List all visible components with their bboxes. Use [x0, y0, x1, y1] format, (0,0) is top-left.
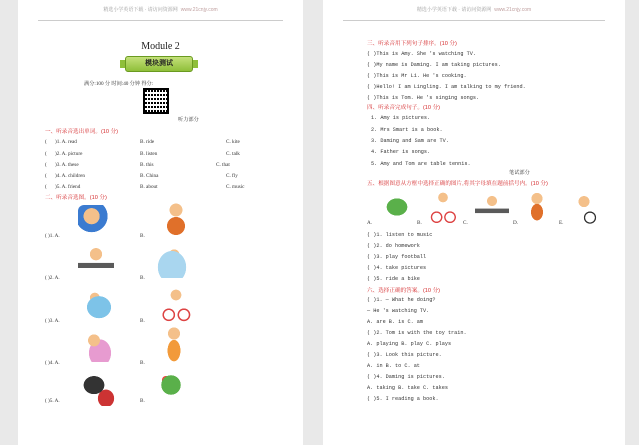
child-bike-picture: [158, 286, 194, 322]
gift-picture: [154, 368, 188, 402]
section-2-title: 二、听录音选图。(10 分): [45, 195, 107, 201]
basketball-picture: [521, 190, 553, 224]
camera-photo-picture: [78, 368, 118, 406]
children-playing-picture: [78, 326, 118, 362]
child-homework-picture: [78, 244, 114, 278]
right-page: 精选小学英语下载 · 请访问资源网 www.21cnjy.com 三、听录音用下列句子排序。(10 分) ( )This is Amy. She 's watching TV. ( )My name is Daming. I am taking pictures. ( )This is Mr Li. He 's cooking. ( )Hello! I am Lingling. I am talking to my friend. ( )This is Tom. He 's singing songs. 四、听录音完成句子。(10 分) 1. Amy is pictures. 2. Mrs Smart is a book. 3. Daming and Sam are TV. 4. Father is songs. 5. Amy and Tom are table tennis. 笔试部分 五、根据图意从方框中选择正确的图片,将其字母填在题前括号内。(10 分) A. B. C. D. E. ( )1. listen to music ( )2. do homework ( )3. play football ( )4. take pictures ( )5. ride a bike 六、选择正确的答案。(10 分) ( )1. — What he doing? — He 's watching TV. A. are B. is C. am ( )2. Tom is with the toy train. A. playing B. play C. plays ( )3. Look this picture. A. in B. to C. at ( )4. Daming is pictures. A. taking B. take C. takes ( )5. I reading a book.: [323, 0, 625, 445]
section-4-title: 四、听录音完成句子。(10 分): [367, 105, 441, 111]
child-music-picture: [150, 242, 194, 278]
score-info: 满分:100 分 时间:40 分钟 得分:: [84, 81, 154, 87]
football-picture: [569, 192, 599, 224]
module-title: Module 2: [141, 41, 180, 52]
child-basketball-picture: [158, 200, 194, 240]
listening-label: 听力部分: [178, 117, 199, 123]
section-1-title: 一、听录音选出单词。(10 分): [45, 129, 119, 135]
written-label: 笔试部分: [509, 170, 530, 176]
section-6-title: 六、选择正确的答案。(10 分): [367, 288, 441, 294]
car-picture: [78, 288, 120, 320]
bike-picture: [427, 190, 459, 224]
page-header: 精选小学英语下载 · 请访问资源网 www.21cnjy.com: [343, 0, 605, 21]
left-page: 精选小学英语下载 · 请访问资源网 www.21cnjy.com Module 2 模块测试 满分:100 分 时间:40 分钟 得分: 听力部分 一、听录音选出单词。(10 分) ( )1. A. read B. ride C. kite ( )2. A. picture B. listen C. talk ( )3. A. these B. this C. that ( )4. A. children B. China C. fly ( )5. A. friend B. about C. music 二、听录音选图。(10 分) ( )1. A. B. ( )2. A. B. ( )3. A. B. ( )4. A. B. ( )5. A. B.: [18, 0, 303, 445]
section-5-title: 五、根据图意从方框中选择正确的图片,将其字母填在题前括号内。(10 分): [367, 181, 548, 187]
child-eating-picture: [158, 324, 190, 362]
page-header: 精选小学英语下载 · 请访问资源网 www.21cnjy.com: [38, 0, 283, 21]
test-banner: 模块测试: [125, 56, 193, 72]
camera-picture: [379, 192, 415, 222]
qr-code-icon: [143, 88, 169, 114]
child-football-picture: [78, 205, 112, 233]
section-3-title: 三、听录音用下列句子排序。(10 分): [367, 41, 457, 47]
homework-picture: [475, 192, 509, 222]
